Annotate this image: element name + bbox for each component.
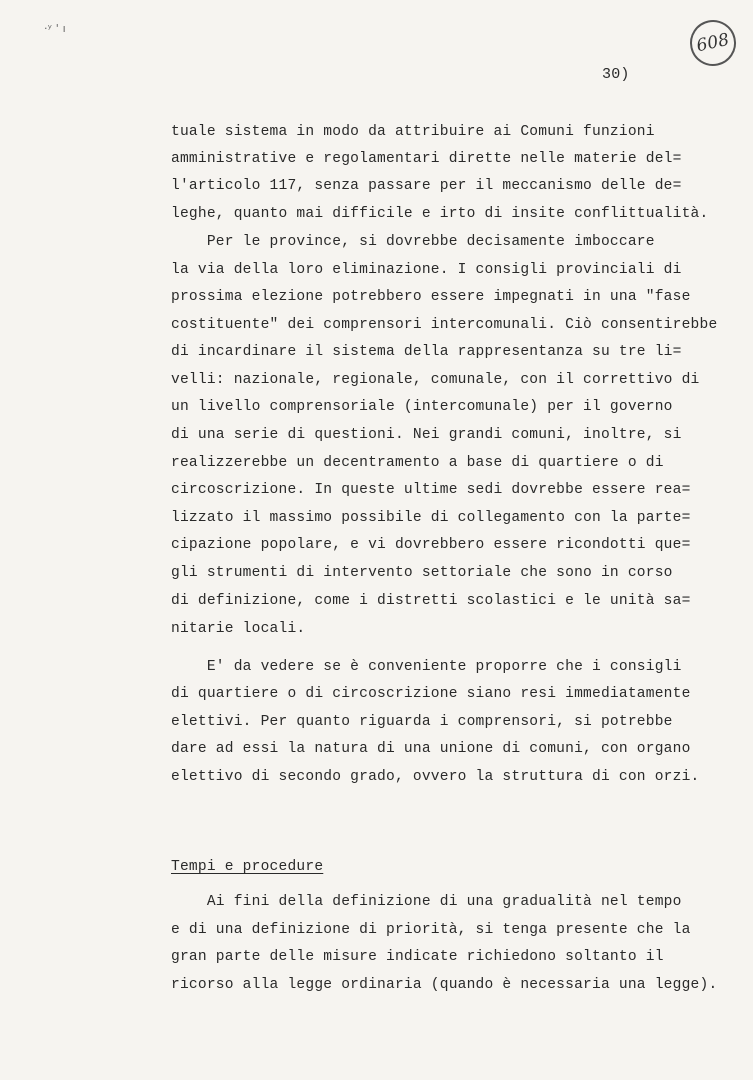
text-line: di una serie di questioni. Nei grandi comuni, inoltre, si	[171, 427, 682, 443]
text-line: e di una definizione di priorità, si tenga presente che la	[171, 922, 691, 938]
text-line: velli: nazionale, regionale, comunale, con il correttivo di	[171, 372, 700, 388]
text-line: amministrative e regolamentari dirette nelle materie del=	[171, 151, 682, 167]
text-line: ricorso alla legge ordinaria (quando è necessaria una legge).	[171, 977, 718, 993]
text-line: Ai fini della definizione di una gradualità nel tempo	[171, 894, 682, 910]
text-line: nitarie locali.	[171, 621, 306, 637]
text-line: elettivi. Per quanto riguarda i comprensori, si potrebbe	[171, 714, 673, 730]
text-line: gran parte delle misure indicate richiedono soltanto il	[171, 949, 664, 965]
section-heading: Tempi e procedure	[171, 859, 324, 875]
text-line: cipazione popolare, e vi dovrebbero essere ricondotti que=	[171, 537, 691, 553]
margin-marks: ·ʸ ' ı	[44, 22, 66, 35]
text-line: di definizione, come i distretti scolastici e le unità sa=	[171, 593, 691, 609]
text-line: prossima elezione potrebbero essere impegnati in una "fase	[171, 289, 691, 305]
text-line: tuale sistema in modo da attribuire ai Comuni funzioni	[171, 124, 655, 140]
text-line: E' da vedere se è conveniente proporre che i consigli	[171, 659, 682, 675]
text-line: realizzerebbe un decentramento a base di quartiere o di	[171, 455, 664, 471]
text-line: gli strumenti di intervento settoriale che sono in corso	[171, 565, 673, 581]
text-line: un livello comprensoriale (intercomunale) per il governo	[171, 399, 673, 415]
text-line: lizzato il massimo possibile di collegamento con la parte=	[171, 510, 691, 526]
text-line: circoscrizione. In queste ultime sedi dovrebbe essere rea=	[171, 482, 691, 498]
text-line: leghe, quanto mai difficile e irto di insite conflittualità.	[171, 206, 709, 222]
text-line: dare ad essi la natura di una unione di comuni, con organo	[171, 741, 691, 757]
text-line: di quartiere o di circoscrizione siano resi immediatamente	[171, 686, 691, 702]
text-line: elettivo di secondo grado, ovvero la struttura di con orzi.	[171, 769, 700, 785]
text-line: Per le province, si dovrebbe decisamente imboccare	[171, 234, 655, 250]
archive-stamp	[686, 16, 741, 71]
text-line: di incardinare il sistema della rappresentanza su tre li=	[171, 344, 682, 360]
text-line: la via della loro eliminazione. I consigli provinciali di	[171, 262, 682, 278]
text-line: costituente" dei comprensori intercomunali. Ciò consentirebbe	[171, 317, 718, 333]
page-number: 30)	[602, 66, 630, 83]
stamp-number: 608	[694, 29, 732, 57]
text-line: l'articolo 117, senza passare per il meccanismo delle de=	[171, 178, 682, 194]
